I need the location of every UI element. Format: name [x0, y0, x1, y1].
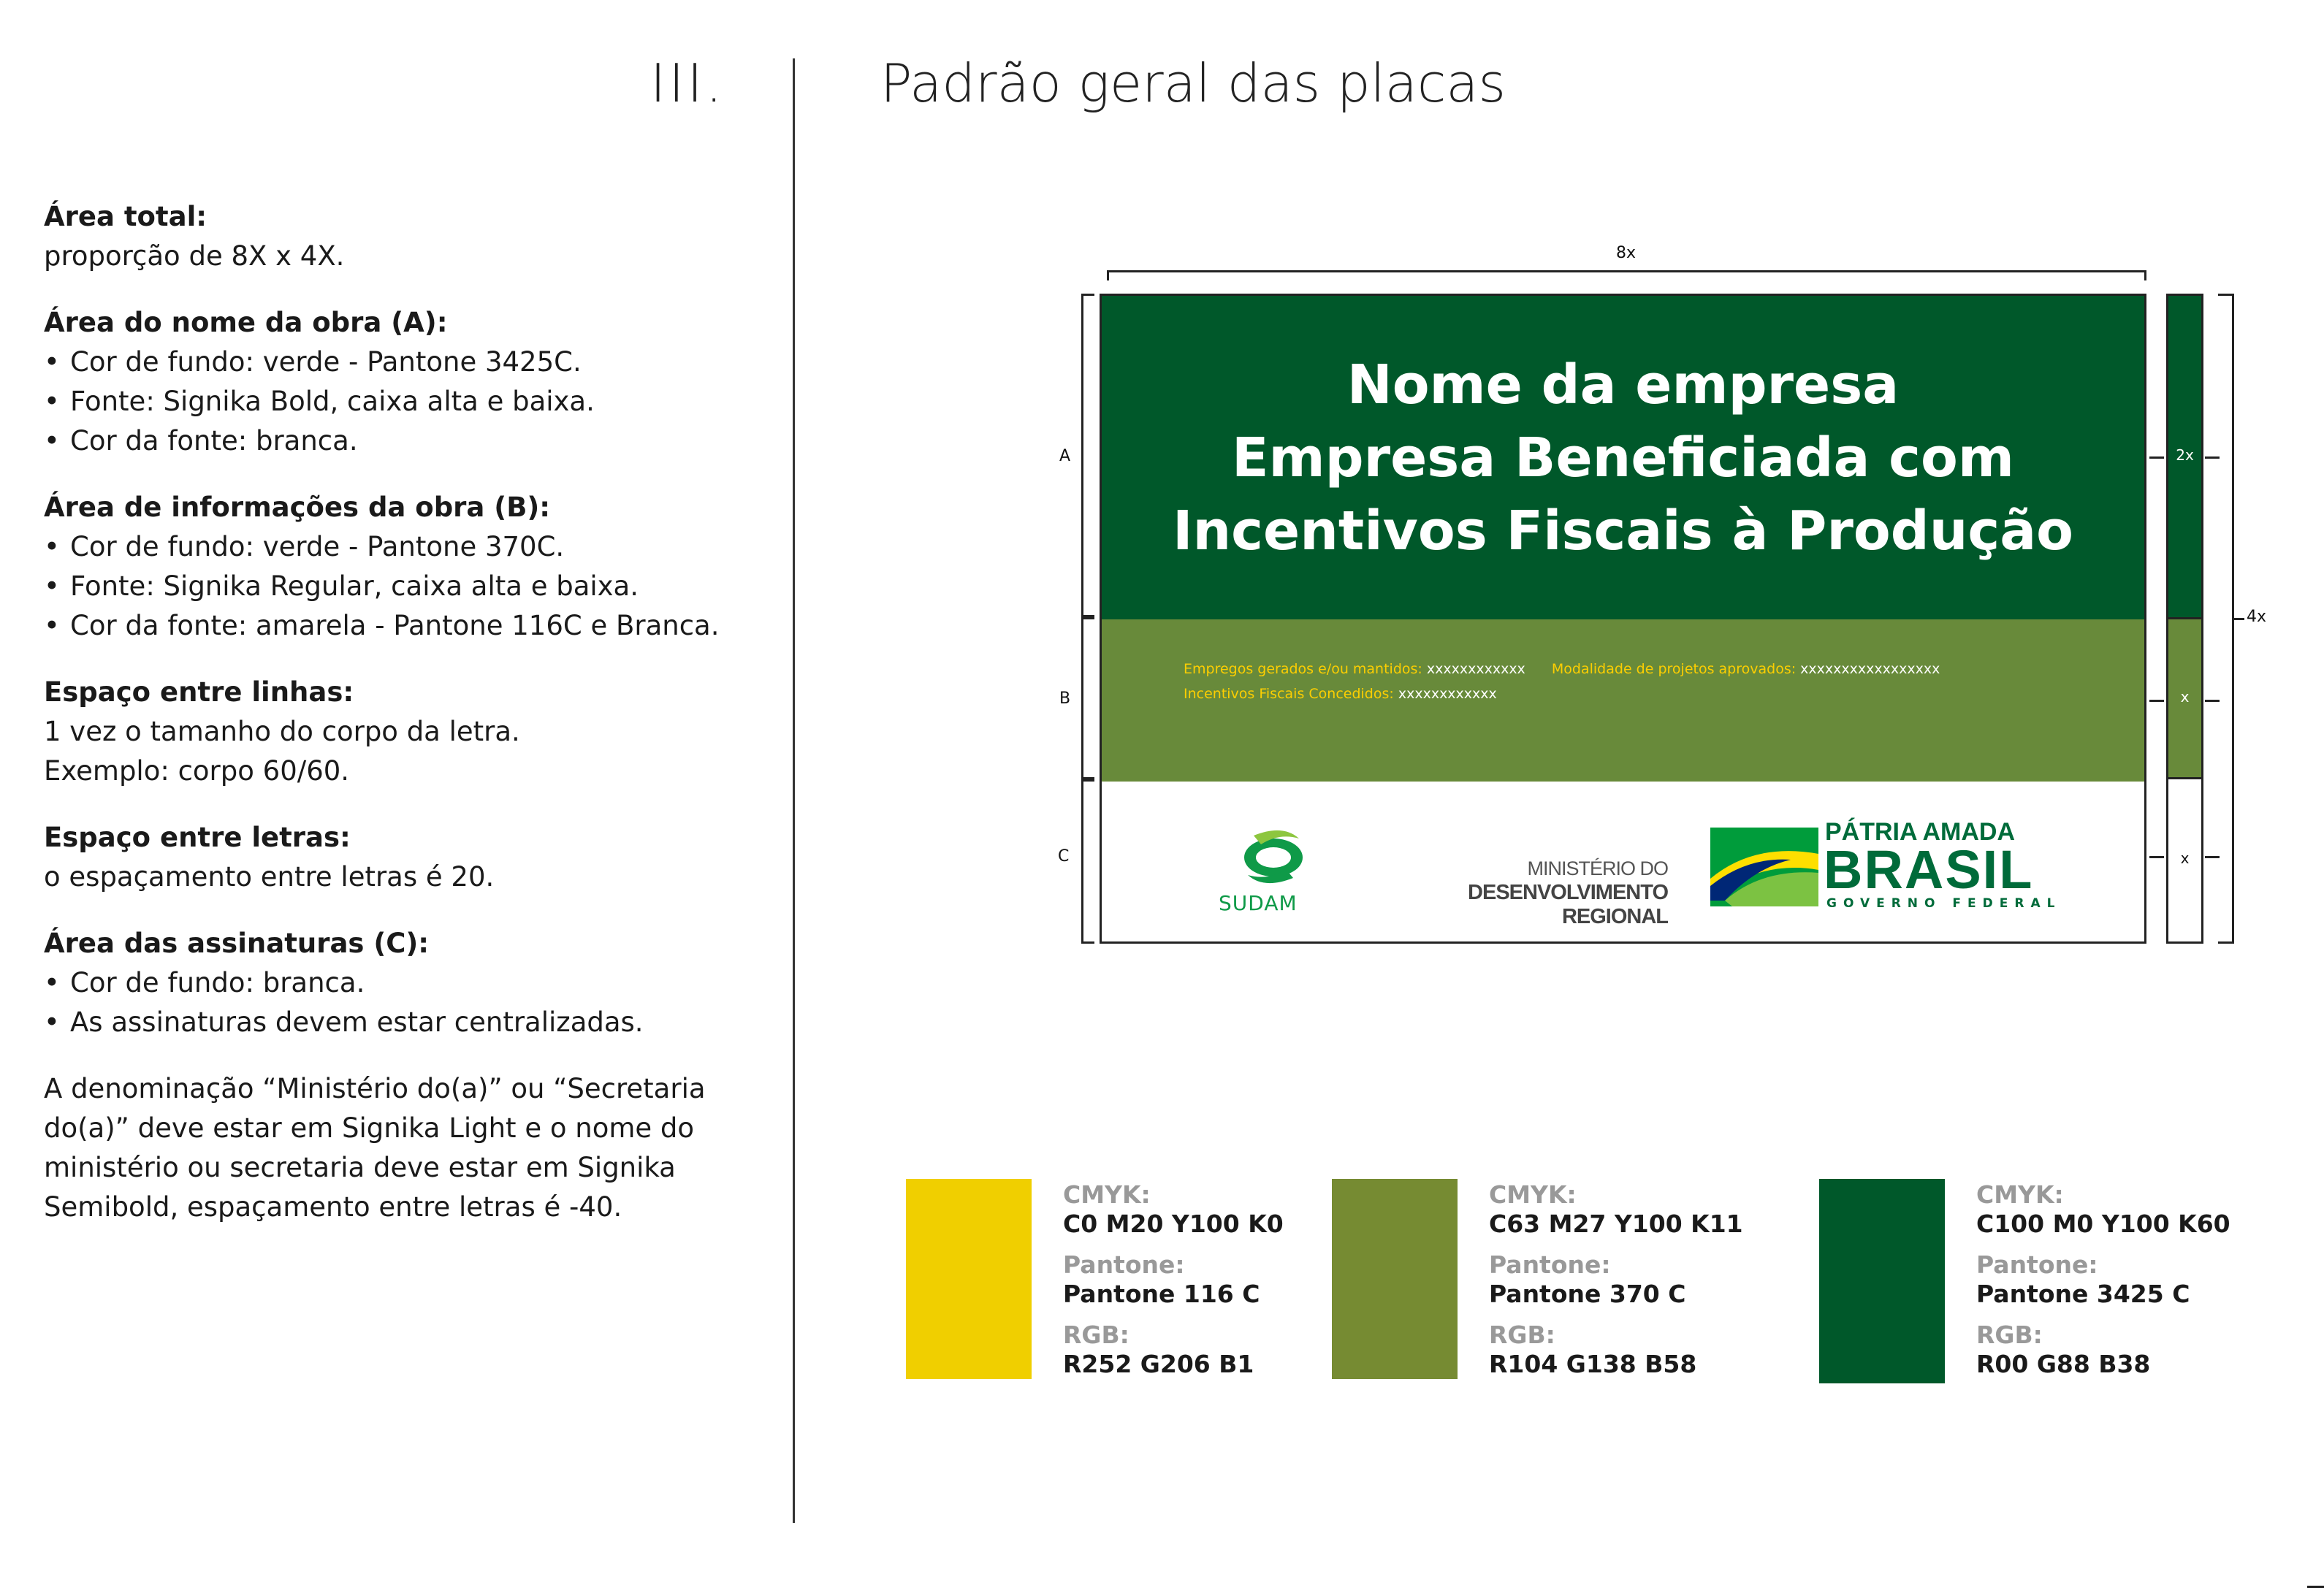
line-spacing-text: 1 vez o tamanho do corpo da letra.	[44, 716, 520, 747]
tick-mark	[2149, 456, 2164, 459]
list-item: • Cor de fundo: verde - Pantone 370C.	[44, 527, 745, 567]
sign-title-line: Empresa Beneficiada com	[1231, 426, 2014, 489]
total-area-heading: Área total:	[44, 201, 207, 232]
sudam-logo-icon	[1239, 825, 1308, 887]
color-spec-light-green	[1489, 1176, 1743, 1383]
sign-title-line: Incentivos Fiscais à Produção	[1172, 499, 2074, 562]
pantone-value: Pantone 116 C	[1063, 1280, 1260, 1308]
width-label: 8x	[1616, 244, 1637, 262]
info-line-2	[1184, 686, 1497, 702]
rgb-label: RGB:	[1976, 1321, 2043, 1349]
jobs-value: xxxxxxxxxxxx	[1426, 661, 1525, 677]
ministry-line-1: MINISTÉRIO DO	[1527, 857, 1668, 879]
cmyk-label: CMYK:	[1489, 1180, 1577, 1209]
list-item: • Cor da fonte: branca.	[44, 421, 745, 461]
letter-spacing-block	[44, 818, 745, 897]
line-spacing-block	[44, 673, 745, 791]
line-spacing-example: Exemplo: corpo 60/60.	[44, 755, 350, 787]
list-item: • Fonte: Signika Bold, caixa alta e baixa.	[44, 382, 745, 421]
proportion-segment-c	[2168, 779, 2201, 941]
cmyk-value: C63 M27 Y100 K11	[1489, 1210, 1743, 1238]
rgb-label: RGB:	[1063, 1321, 1129, 1349]
tick-mark	[2149, 856, 2164, 858]
page-corner-mark	[2307, 1586, 2324, 1588]
area-c-bracket	[1081, 779, 1094, 944]
area-b-list	[44, 527, 745, 646]
list-item: • Fonte: Signika Regular, caixa alta e baixa.	[44, 567, 745, 606]
info-line-1	[1184, 661, 1940, 677]
height-label: 4x	[2247, 608, 2267, 626]
sign-title-line: Nome da empresa	[1346, 353, 1900, 416]
cmyk-label: CMYK:	[1063, 1180, 1151, 1209]
incentives-label: Incentivos Fiscais Concedidos:	[1184, 686, 1394, 702]
list-item: • Cor de fundo: verde - Pantone 3425C.	[44, 343, 745, 382]
pantone-value: Pantone 370 C	[1489, 1280, 1686, 1308]
proportion-segment-b	[2168, 617, 2201, 779]
governo-federal-text: GOVERNO FEDERAL	[1826, 896, 2062, 911]
tick-mark	[2234, 618, 2244, 620]
width-bracket	[1107, 270, 2146, 280]
proportion-segment-a	[2168, 296, 2201, 617]
color-spec-dark-green	[1976, 1176, 2230, 1383]
incentives-value: xxxxxxxxxxxx	[1398, 686, 1497, 702]
proportion-label-b: x	[2180, 688, 2190, 706]
pantone-label: Pantone:	[1976, 1250, 2098, 1279]
sign-mockup	[1100, 294, 2146, 944]
cmyk-value: C0 M20 Y100 K0	[1063, 1210, 1284, 1238]
color-swatch-light-green	[1332, 1179, 1458, 1379]
list-item: • Cor de fundo: branca.	[44, 963, 745, 1003]
area-a-bracket	[1081, 294, 1094, 617]
page-title: Padrão geral das placas	[880, 53, 1506, 114]
tick-mark	[2149, 700, 2164, 702]
sign-area-c	[1102, 782, 2144, 944]
sudam-logo-text: SUDAM	[1219, 891, 1298, 915]
pantone-label: Pantone:	[1489, 1250, 1611, 1279]
brasil-text: BRASIL	[1824, 839, 2034, 900]
area-c-block	[44, 924, 745, 1042]
list-item: • As assinaturas devem estar centralizadas.	[44, 1003, 745, 1042]
modality-label: Modalidade de projetos aprovados:	[1551, 661, 1797, 677]
spec-column	[44, 197, 745, 1227]
color-spec-yellow	[1063, 1176, 1284, 1383]
total-area-text: proporção de 8X x 4X.	[44, 240, 345, 272]
list-item: • Cor da fonte: amarela - Pantone 116C e Branca.	[44, 606, 745, 646]
ministry-line-2: DESENVOLVIMENTO REGIONAL	[1468, 881, 1668, 928]
rgb-value: R104 G138 B58	[1489, 1350, 1697, 1378]
pantone-value: Pantone 3425 C	[1976, 1280, 2190, 1308]
area-a-list	[44, 343, 745, 461]
proportion-bar	[2166, 294, 2203, 944]
color-swatch-dark-green	[1819, 1179, 1945, 1383]
area-c-label: C	[1058, 847, 1070, 866]
letter-spacing-text: o espaçamento entre letras é 20.	[44, 861, 495, 893]
letter-spacing-heading: Espaço entre letras:	[44, 822, 351, 853]
patria-amada-text: PÁTRIA AMADA	[1825, 818, 2016, 846]
tick-mark	[2205, 700, 2220, 702]
area-c-heading: Área das assinaturas (C):	[44, 928, 430, 959]
pantone-label: Pantone:	[1063, 1250, 1185, 1279]
height-bracket	[2218, 294, 2234, 944]
total-area-block	[44, 197, 745, 276]
area-b-block	[44, 488, 745, 646]
area-b-label: B	[1059, 689, 1071, 708]
sign-area-a	[1102, 296, 2144, 619]
modality-value: xxxxxxxxxxxxxxxxx	[1800, 661, 1940, 677]
area-a-heading: Área do nome da obra (A):	[44, 307, 448, 338]
proportion-label-a: 2x	[2176, 446, 2194, 464]
brasil-flag-icon	[1710, 828, 1818, 906]
sign-area-b	[1102, 619, 2144, 782]
area-b-heading: Área de informações da obra (B):	[44, 492, 551, 523]
cmyk-value: C100 M0 Y100 K60	[1976, 1210, 2230, 1238]
area-a-label: A	[1059, 447, 1071, 465]
color-swatch-yellow	[906, 1179, 1032, 1379]
rgb-value: R252 G206 B1	[1063, 1350, 1254, 1378]
line-spacing-heading: Espaço entre linhas:	[44, 676, 354, 708]
area-b-bracket	[1081, 617, 1094, 779]
naming-note: A denominação “Ministério do(a)” ou “Secretaria do(a)” deve estar em Signika Light e o nome do ministério ou secretaria deve estar em Signika Semibold, espaçamento entre letras é -40.	[44, 1073, 706, 1223]
section-number: III.	[650, 53, 725, 114]
area-a-block	[44, 303, 745, 461]
tick-mark	[2205, 856, 2220, 858]
rgb-label: RGB:	[1489, 1321, 1555, 1349]
cmyk-label: CMYK:	[1976, 1180, 2064, 1209]
jobs-label: Empregos gerados e/ou mantidos:	[1184, 661, 1422, 677]
tick-mark	[2205, 456, 2220, 459]
area-c-list	[44, 963, 745, 1042]
proportion-label-c: x	[2180, 849, 2190, 867]
column-divider	[793, 58, 795, 1523]
rgb-value: R00 G88 B38	[1976, 1350, 2151, 1378]
